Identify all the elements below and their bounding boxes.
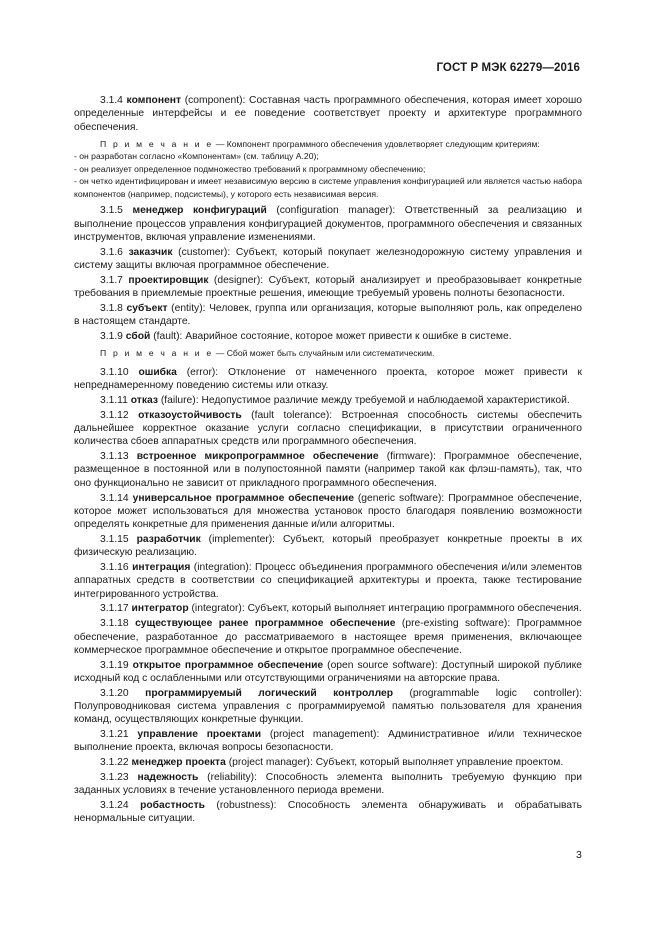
definition-term: открытое программное обеспечение: [132, 659, 324, 671]
definition-number: 3.1.23: [100, 771, 129, 783]
definition-number: 3.1.10: [100, 366, 129, 378]
definition-3-1-8: [74, 302, 582, 329]
definition-term: заказчик: [128, 246, 173, 258]
page-number: 3: [576, 849, 582, 861]
definition-term: интеграция: [132, 562, 191, 574]
definition-3-1-12: [74, 409, 582, 449]
definition-number: 3.1.18: [100, 618, 129, 630]
note-list-item: - он разработан согласно «Компонентам» (см. таблицу А.20);: [74, 151, 319, 162]
definition-text: (implementer): Субъект, который преобразует конкретные проекты в их физическую реализацию.: [74, 533, 582, 559]
definition-number: 3.1.20: [100, 687, 129, 699]
note-label: П р и м е ч а н и е: [100, 348, 214, 359]
definition-term: робастность: [140, 800, 205, 812]
definition-text: (component): Составная часть программного обеспечения, которая имеет хорошо определенные интерфейсы и ее поведение соответствует проекту и архитектуре программного обеспечения.: [74, 95, 582, 133]
definition-3-1-14: [74, 492, 582, 532]
definition-3-1-4: [74, 94, 582, 134]
definition-3-1-9: [74, 330, 582, 343]
definition-term: существующее ранее программное обеспечение: [135, 618, 396, 630]
definition-3-1-20: [74, 687, 582, 727]
definition-3-1-11: [74, 394, 582, 407]
definition-number: 3.1.9: [100, 331, 123, 343]
definition-term: управление проектами: [137, 729, 262, 741]
definition-3-1-23: [74, 771, 582, 798]
note-intro: — Компонент программного обеспечения удовлетворяет следующим критериям:: [213, 138, 540, 149]
definition-number: 3.1.5: [100, 205, 123, 217]
definition-3-1-6: [74, 246, 582, 273]
definition-text: (firmware): Программное обеспечение, размещенное в постоянной или в полупостоянной памяти (например такой как флэш-память), так, что оно функционально не зависит от прикладного программного обеспечения.: [74, 451, 582, 489]
definition-term: интегратор: [131, 603, 189, 615]
definition-3-1-24: [74, 799, 582, 826]
definition-text: (pre-existing software): Программное обеспечение, разработанное до рассматриваемого в настоящее время применения, включающее коммерческое программное обеспечение и открытое программное обеспечение.: [74, 618, 582, 656]
definition-term: проектировщик: [128, 274, 209, 286]
note-list-item: - он реализует определенное подмножество требований к программному обеспечению;: [74, 163, 426, 174]
definition-text: (programmable logic controller): Полупроводниковая система управления с программируемой памятью пользователя для хранения команд, осуществляющих конкретные функции.: [74, 687, 582, 726]
definition-term: разработчик: [136, 533, 201, 545]
definition-3-1-7: [74, 274, 582, 301]
definition-number: 3.1.21: [100, 729, 129, 741]
definition-term: отказ: [130, 394, 158, 406]
definition-text: (entity): Человек, группа или организация, которые выполняют роль, как определено в настоящем стандарте.: [74, 302, 582, 328]
definition-number: 3.1.8: [100, 302, 123, 314]
definition-text: (designer): Субъект, который анализирует и преобразовывает конкретные требования в приемлемые проектные решения, имеющие требуемый уровень полноты безопасности.: [74, 274, 582, 300]
definition-text: (project management): Административное и/или техническое выполнение проекта, включая вопросы безопасности.: [74, 729, 582, 754]
definition-3-1-22: [74, 756, 582, 769]
definition-number: 3.1.16: [100, 562, 129, 574]
definition-term: отказоустойчивость: [138, 409, 242, 421]
definition-number: 3.1.12: [100, 409, 129, 421]
definition-text: (integration): Процесс объединения программного обеспечения и/или элементов аппаратных средств в соответствии со спецификацией архитектуры и проекта, также тестирование интегрированного устройства.: [74, 562, 582, 600]
definition-number: 3.1.7: [100, 274, 123, 286]
definition-3-1-16: [74, 561, 582, 601]
definition-text: (fault tolerance): Встроенная способность системы обеспечить дальнейшее корректное оказание услуги согласно спецификации, в присутствии ограниченного количества сбоев аппаратных средств или программного обеспечения.: [74, 409, 582, 448]
definition-number: 3.1.15: [100, 533, 129, 545]
definition-number: 3.1.6: [100, 246, 123, 258]
definition-term: субъект: [126, 302, 168, 314]
note-list-item: - он четко идентифицирован и имеет независимую версию в системе управления конфигурацией или является частью набора компонентов (например, подсистемы), у которого есть независимая версия.: [74, 176, 582, 199]
definition-text: (integrator): Субъект, который выполняет интеграцию программного обеспечения.: [188, 603, 582, 615]
definition-term: встроенное микропрограммное обеспечение: [136, 451, 379, 463]
definition-text: (generic software): Программное обеспечение, которое может использоваться для множества установок просто благодаря появлению возможности определять конкретные для применения данные и/или алгоритмы.: [74, 492, 582, 531]
definition-text: (configuration manager): Ответственный за реализацию и выполнение процессов управления конфигурацией документов, программного обеспечения и связанных инструментов, включая управление изменениями.: [74, 205, 582, 243]
definition-text: (project manager): Субъект, который выполняет управление проектом.: [225, 757, 564, 769]
document-body: [74, 94, 582, 827]
definition-term: надежность: [137, 771, 199, 783]
definition-3-1-21: [74, 728, 582, 755]
note-fault: [74, 347, 582, 360]
definition-term: программируемый логический контроллер: [145, 687, 394, 699]
definition-number: 3.1.13: [100, 451, 129, 463]
definition-text: (error): Отклонение от намеченного проекта, которое может привести к непреднамеренному поведению системы или отказу.: [74, 366, 582, 392]
definition-number: 3.1.11: [100, 394, 128, 406]
definition-3-1-17: [74, 602, 582, 615]
definition-text: (open source software): Доступный широкой публике исходный код с ослабленными или отсутствующими ограничениями на авторские права.: [74, 659, 582, 684]
definition-3-1-18: [74, 617, 582, 657]
definition-number: 3.1.19: [100, 659, 129, 671]
definition-text: (customer): Субъект, который покупает железнодорожную систему управления и систему защиты включая программное обеспечение.: [74, 246, 582, 272]
definition-term: менеджер конфигураций: [132, 205, 267, 217]
definition-3-1-19: [74, 659, 582, 686]
definition-text: (robustness): Способность элемента обнаруживать и обрабатывать ненормальные ситуации.: [74, 800, 582, 825]
definition-text: (reliability): Способность элемента выполнить требуемую функцию при заданных условиях в течение установленного периода времени.: [74, 771, 582, 797]
note-text: — Сбой может быть случайным или систематическим.: [213, 348, 435, 359]
definition-number: 3.1.4: [100, 95, 123, 106]
definition-term: компонент: [126, 95, 182, 106]
definition-term: ошибка: [138, 366, 177, 378]
definition-number: 3.1.17: [100, 603, 129, 615]
definition-number: 3.1.14: [100, 492, 129, 504]
definition-3-1-5: [74, 204, 582, 244]
definition-term: универсальное программное обеспечение: [132, 492, 354, 504]
definition-number: 3.1.24: [100, 800, 129, 812]
document-header: ГОСТ Р МЭК 62279—2016: [436, 62, 580, 74]
definition-text: (fault): Аварийное состояние, которое может привести к ошибке в системе.: [150, 331, 512, 343]
definition-term: сбой: [125, 331, 151, 343]
definition-3-1-15: [74, 533, 582, 560]
definition-3-1-10: [74, 366, 582, 393]
definition-number: 3.1.22: [100, 757, 129, 769]
definition-term: менеджер проекта: [131, 757, 226, 769]
definition-text: (failure): Недопустимое различие между требуемой и наблюдаемой характеристикой.: [157, 394, 570, 406]
note-label: П р и м е ч а н и е: [100, 138, 214, 149]
definition-3-1-13: [74, 450, 582, 490]
note-component-criteria: [74, 138, 582, 201]
